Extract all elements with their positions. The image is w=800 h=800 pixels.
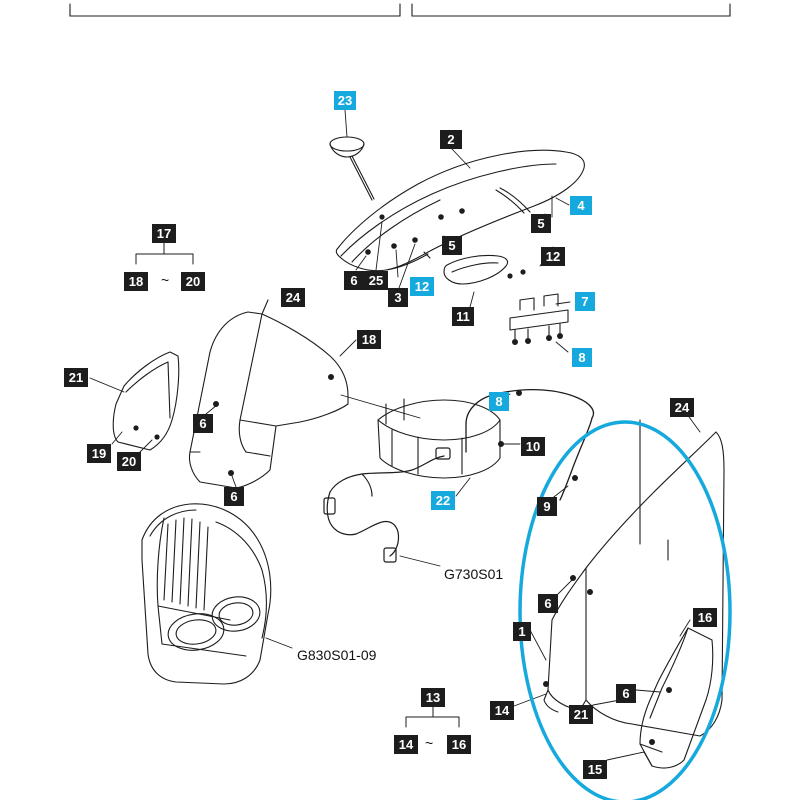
callout-label: 7 xyxy=(581,294,589,309)
callout-label: 17 xyxy=(156,226,172,241)
callout-6c[interactable] xyxy=(224,487,244,506)
small-panel-21-fasteners xyxy=(133,425,159,439)
callout-label: 1 xyxy=(518,624,526,639)
callout-1[interactable] xyxy=(513,622,531,641)
callout-6a[interactable] xyxy=(344,271,364,290)
leader-line-g830s01 xyxy=(266,638,292,648)
callout-12a[interactable] xyxy=(410,277,434,296)
callout-24a[interactable] xyxy=(281,288,305,307)
right-lower-bracket-16 xyxy=(640,628,713,768)
callout-label: 25 xyxy=(368,273,384,288)
callout-23[interactable] xyxy=(334,91,356,110)
callout-label: 20 xyxy=(121,454,137,469)
callout-label: 6 xyxy=(544,596,552,611)
part-label-g730s01 xyxy=(444,566,503,582)
callout-label: 20 xyxy=(185,274,201,289)
callout-11[interactable] xyxy=(452,307,474,326)
callout-label: 8 xyxy=(495,394,503,409)
callout-18a[interactable] xyxy=(124,272,148,291)
callout-label: 16 xyxy=(451,737,467,752)
callout-label: 19 xyxy=(91,446,107,461)
range-tilde-text: ~ xyxy=(161,272,170,288)
callout-label: 12 xyxy=(414,279,430,294)
leader-lines-panel21 xyxy=(90,378,152,452)
callout-6b[interactable] xyxy=(193,414,213,433)
callout-21b[interactable] xyxy=(569,705,593,724)
latch-knob-23 xyxy=(330,137,374,200)
callout-17[interactable] xyxy=(152,224,176,243)
callout-12b[interactable] xyxy=(541,247,565,266)
side-panel-18-fasteners xyxy=(213,374,334,476)
callout-2[interactable] xyxy=(440,130,462,149)
callout-label: 16 xyxy=(697,610,713,625)
callout-10[interactable] xyxy=(521,437,545,456)
range-tilde-17 xyxy=(161,272,169,288)
callout-8b[interactable] xyxy=(572,348,592,367)
bracket-7-fasteners xyxy=(512,333,563,345)
callout-label: 4 xyxy=(577,198,585,213)
callout-9[interactable] xyxy=(537,497,557,516)
bracket-11 xyxy=(444,255,508,284)
rod-fasteners xyxy=(498,390,578,481)
callout-5b[interactable] xyxy=(531,214,551,233)
callout-24b[interactable] xyxy=(670,398,694,417)
callout-14a[interactable] xyxy=(490,701,514,720)
callout-8a[interactable] xyxy=(489,392,509,411)
callout-3[interactable] xyxy=(388,288,408,307)
front-grille-g830s01-09 xyxy=(142,504,271,684)
callout-label: 9 xyxy=(543,499,551,514)
callout-label: 23 xyxy=(337,93,353,108)
callout-label: 15 xyxy=(587,762,603,777)
callout-label: 5 xyxy=(448,238,456,253)
callout-label: 5 xyxy=(537,216,545,231)
leader-line-g730s01 xyxy=(400,556,440,566)
callout-label: 2 xyxy=(447,132,455,147)
callout-18b[interactable] xyxy=(357,330,381,349)
callout-label: 13 xyxy=(425,690,441,705)
callout-label: 18 xyxy=(361,332,377,347)
callout-22[interactable] xyxy=(431,491,455,510)
page-frame xyxy=(70,4,730,16)
callout-label: 8 xyxy=(578,350,586,365)
callout-7[interactable] xyxy=(575,292,595,311)
part-label-g830s01-09 xyxy=(297,647,376,663)
callout-20a[interactable] xyxy=(181,272,205,291)
callout-label: 3 xyxy=(394,290,402,305)
small-panel-21 xyxy=(113,352,179,450)
callout-16a[interactable] xyxy=(693,608,717,627)
callout-label: 24 xyxy=(674,400,690,415)
callout-25[interactable] xyxy=(364,271,388,290)
callout-label: 6 xyxy=(622,686,630,701)
part-label-text: G730S01 xyxy=(444,566,504,582)
callout-20b[interactable] xyxy=(117,452,141,471)
callout-16b[interactable] xyxy=(447,735,471,754)
callout-13[interactable] xyxy=(421,688,445,707)
callout-14b[interactable] xyxy=(394,735,418,754)
leader-lines-22 xyxy=(456,478,470,496)
callout-label: 11 xyxy=(456,309,470,324)
callout-15[interactable] xyxy=(583,760,607,779)
callout-label: 22 xyxy=(435,493,451,508)
leader-lines-right xyxy=(514,410,700,760)
part-label-text: G830S01-09 xyxy=(297,647,377,663)
callout-label: 12 xyxy=(545,249,561,264)
callout-label: 24 xyxy=(285,290,301,305)
range-tilde-13 xyxy=(425,735,433,751)
range-tilde-text: ~ xyxy=(425,735,434,751)
callout-label: 6 xyxy=(230,489,238,504)
callout-6e[interactable] xyxy=(616,684,636,703)
callout-label: 21 xyxy=(573,707,589,722)
side-panel-18 xyxy=(189,300,348,488)
callout-label: 21 xyxy=(68,370,84,385)
callout-6d[interactable] xyxy=(538,594,558,613)
callout-label: 10 xyxy=(525,439,541,454)
callout-5a[interactable] xyxy=(442,236,462,255)
callout-21a[interactable] xyxy=(64,368,88,387)
callout-19[interactable] xyxy=(87,444,111,463)
callout-label: 14 xyxy=(398,737,414,752)
callout-label: 18 xyxy=(128,274,144,289)
callout-label: 6 xyxy=(199,416,207,431)
callout-4[interactable] xyxy=(570,196,592,215)
callout-label: 14 xyxy=(494,703,510,718)
callout-label: 6 xyxy=(350,273,358,288)
